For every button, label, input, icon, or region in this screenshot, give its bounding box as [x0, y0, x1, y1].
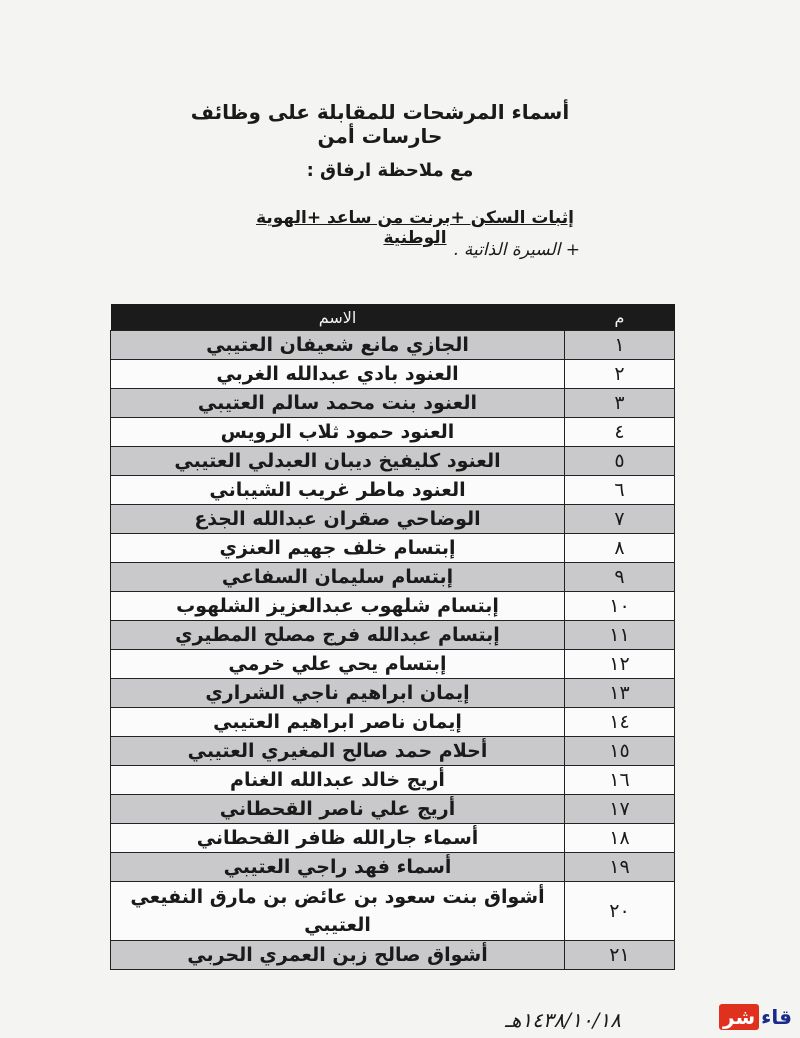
row-number: ٢٠ — [565, 882, 675, 941]
candidate-name: إيمان ناصر ابراهيم العتيبي — [111, 708, 565, 737]
candidate-name: إبتسام عبدالله فرج مصلح المطيري — [111, 621, 565, 650]
table-row — [111, 824, 675, 853]
candidate-name: العنود بادي عبدالله الغربي — [111, 360, 565, 389]
candidate-name: أسماء جارالله ظافر القحطاني — [111, 824, 565, 853]
table-row — [111, 766, 675, 795]
table-row — [111, 389, 675, 418]
row-number: ١٢ — [565, 650, 675, 679]
table-row — [111, 476, 675, 505]
document-title: أسماء المرشحات للمقابلة على وظائف حارسات أمن — [190, 100, 570, 148]
handwritten-addition: + السيرة الذاتية . — [453, 240, 580, 260]
row-number: ٩ — [565, 563, 675, 592]
table-row — [111, 882, 675, 941]
candidate-name: أريج علي ناصر القحطاني — [111, 795, 565, 824]
candidate-name: إبتسام يحي علي خرمي — [111, 650, 565, 679]
row-number: ١١ — [565, 621, 675, 650]
table-row — [111, 505, 675, 534]
table-body — [111, 331, 675, 970]
row-number: ٥ — [565, 447, 675, 476]
row-number: ١٠ — [565, 592, 675, 621]
table-row — [111, 331, 675, 360]
candidate-name: إبتسام شلهوب عبدالعزيز الشلهوب — [111, 592, 565, 621]
row-number: ١٦ — [565, 766, 675, 795]
candidate-name: العنود ماطر غريب الشيباني — [111, 476, 565, 505]
handwritten-date: ١٤٣٨/١٠/١٨هـ — [505, 1008, 621, 1032]
row-number: ٤ — [565, 418, 675, 447]
candidate-name: العنود كليفيخ ديبان العبدلي العتيبي — [111, 447, 565, 476]
table-row — [111, 534, 675, 563]
table-row — [111, 795, 675, 824]
table-row — [111, 650, 675, 679]
candidate-name: إبتسام سليمان السفاعي — [111, 563, 565, 592]
row-number: ٧ — [565, 505, 675, 534]
row-number: ٢١ — [565, 941, 675, 970]
row-number: ١٩ — [565, 853, 675, 882]
row-number: ١ — [565, 331, 675, 360]
candidate-name: أريج خالد عبدالله الغنام — [111, 766, 565, 795]
table-row — [111, 708, 675, 737]
candidate-name: الوضاحي صقران عبدالله الجذع — [111, 505, 565, 534]
logo-text-part2: قاء — [761, 1005, 792, 1029]
site-logo — [719, 1004, 792, 1030]
candidate-name: أشواق بنت سعود بن عائض بن مارق النفيعي العتيبي — [111, 882, 565, 941]
row-number: ١٨ — [565, 824, 675, 853]
table-row — [111, 621, 675, 650]
candidate-name: أحلام حمد صالح المغيري العتيبي — [111, 737, 565, 766]
table-row — [111, 853, 675, 882]
table-row — [111, 941, 675, 970]
table-row — [111, 679, 675, 708]
header-name: الاسم — [111, 304, 565, 331]
candidate-name: العنود بنت محمد سالم العتيبي — [111, 389, 565, 418]
header-number: م — [565, 304, 675, 331]
candidate-name: إبتسام خلف جهيم العنزي — [111, 534, 565, 563]
table-row — [111, 592, 675, 621]
row-number: ١٣ — [565, 679, 675, 708]
candidate-name: أشواق صالح زبن العمري الحربي — [111, 941, 565, 970]
row-number: ١٧ — [565, 795, 675, 824]
attachment-note: مع ملاحظة ارفاق : — [306, 160, 474, 181]
row-number: ١٥ — [565, 737, 675, 766]
candidate-name: العنود حمود ثلاب الرويس — [111, 418, 565, 447]
table-row — [111, 737, 675, 766]
row-number: ١٤ — [565, 708, 675, 737]
required-documents: إثبات السكن +برنت من ساعد +الهوية الوطنية — [256, 208, 574, 248]
table-header-row — [111, 304, 675, 331]
table-row — [111, 447, 675, 476]
row-number: ٦ — [565, 476, 675, 505]
row-number: ٣ — [565, 389, 675, 418]
logo-text-part1: شر — [719, 1004, 759, 1030]
table-row — [111, 360, 675, 389]
table-row — [111, 418, 675, 447]
candidate-name: أسماء فهد راجي العتيبي — [111, 853, 565, 882]
candidates-table — [110, 304, 675, 970]
row-number: ٢ — [565, 360, 675, 389]
row-number: ٨ — [565, 534, 675, 563]
table-row — [111, 563, 675, 592]
candidate-name: الجازي مانع شعيفان العتيبي — [111, 331, 565, 360]
candidate-name: إيمان ابراهيم ناجي الشراري — [111, 679, 565, 708]
